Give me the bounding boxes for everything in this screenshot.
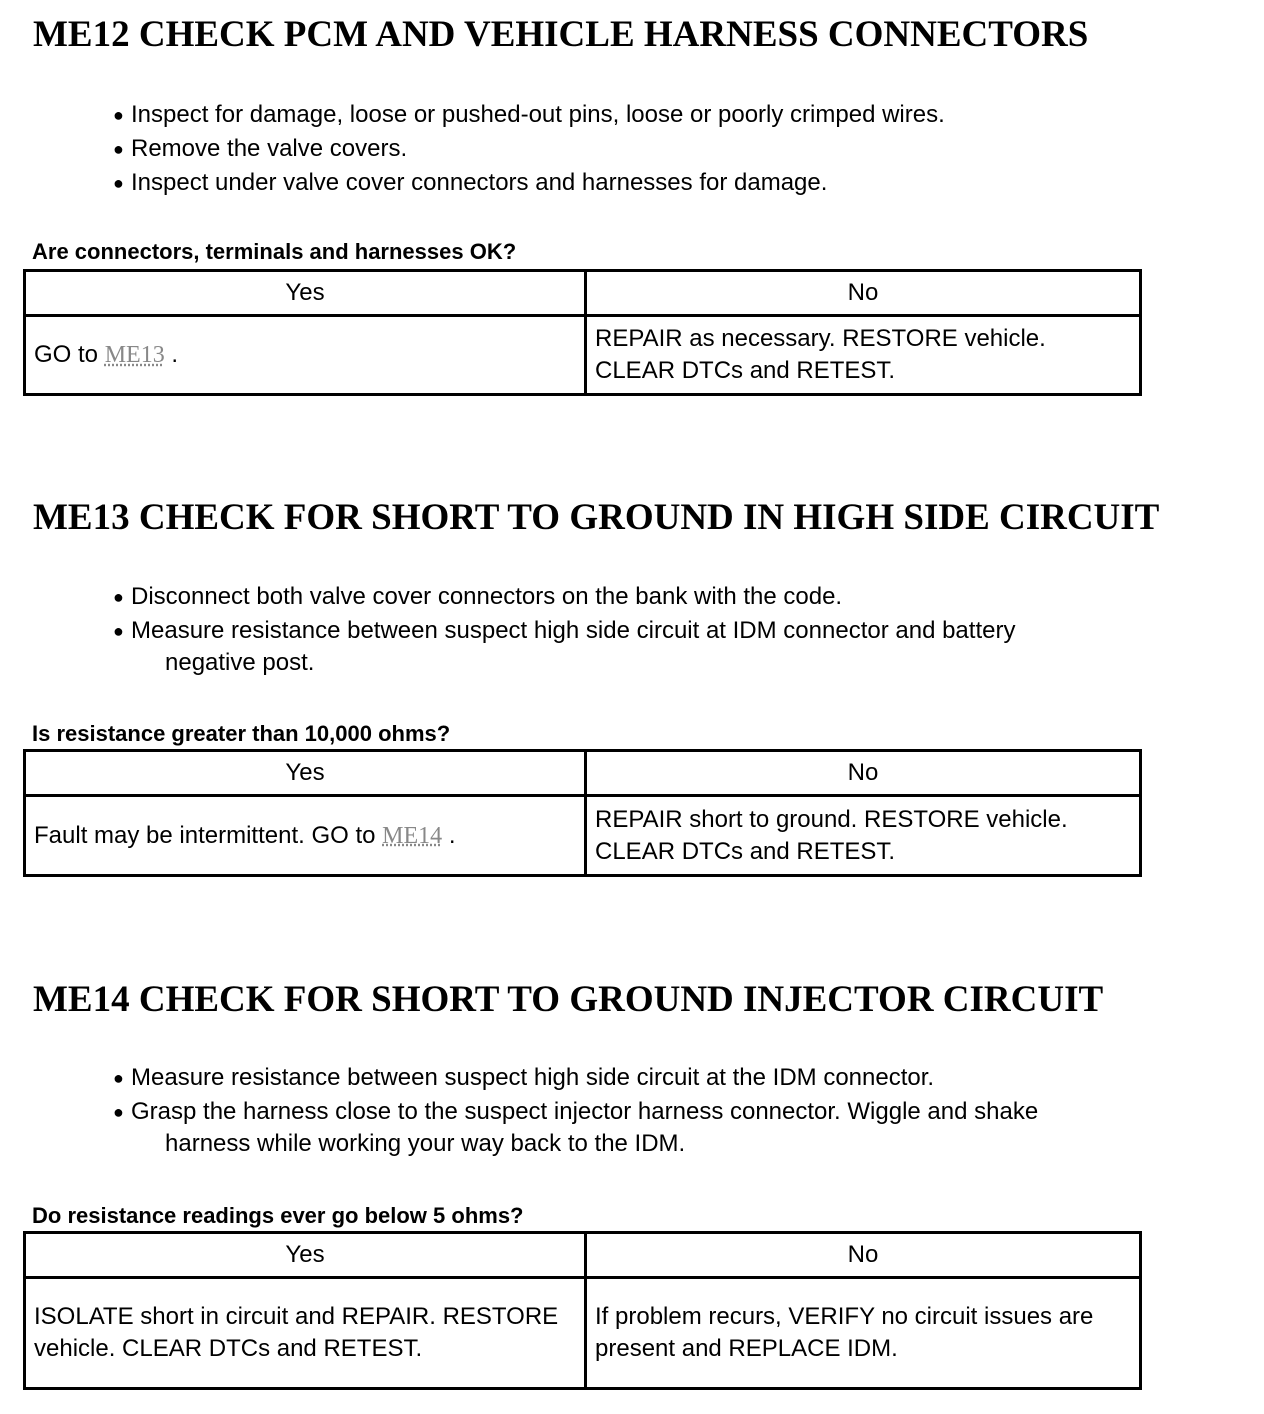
link-me14[interactable]: ME14 [382,822,443,849]
yes-header: Yes [25,271,586,316]
section-title: ME12 CHECK PCM AND VEHICLE HARNESS CONNECTORS [33,14,1089,55]
bullet-icon: ● [113,105,124,125]
list-item: ● Grasp the harness close to the suspect injector harness connector. Wiggle and shake harness while working your way back to the IDM. [113,1095,1213,1159]
section-title: ME14 CHECK FOR SHORT TO GROUND INJECTOR CIRCUIT [33,979,1104,1020]
no-cell: If problem recurs, VERIFY no circuit issues are present and REPLACE IDM. [586,1278,1141,1389]
bullet-icon: ● [113,173,124,193]
list-item: ● Measure resistance between suspect high side circuit at IDM connector and battery negative post. [113,614,1213,678]
bullet-list [113,98,1213,200]
section-title: ME13 CHECK FOR SHORT TO GROUND IN HIGH SIDE CIRCUIT [33,497,1160,538]
bullet-list [113,1061,1213,1159]
answer-table [23,1231,1142,1390]
answer-table [23,749,1142,877]
bullet-icon: ● [113,621,124,641]
bullet-icon: ● [113,1102,124,1122]
yes-cell: Fault may be intermittent. GO to ME14 . [25,796,586,876]
link-me13[interactable]: ME13 [104,342,165,368]
question: Are connectors, terminals and harnesses OK? [32,239,517,264]
question: Is resistance greater than 10,000 ohms? [32,721,451,746]
bullet-icon: ● [113,139,124,159]
list-item: ● Inspect for damage, loose or pushed-out pins, loose or poorly crimped wires. [113,98,1213,132]
no-header: No [586,751,1141,796]
question: Do resistance readings ever go below 5 ohms? [32,1203,524,1228]
bullet-icon: ● [113,587,124,607]
list-item: ● Disconnect both valve cover connectors on the bank with the code. [113,580,1213,614]
yes-header: Yes [25,751,586,796]
yes-header: Yes [25,1233,586,1278]
yes-cell: ISOLATE short in circuit and REPAIR. RESTORE vehicle. CLEAR DTCs and RETEST. [25,1278,586,1389]
no-cell: REPAIR short to ground. RESTORE vehicle. CLEAR DTCs and RETEST. [586,796,1141,876]
yes-cell: GO to ME13 . [25,316,586,395]
no-cell: REPAIR as necessary. RESTORE vehicle. CLEAR DTCs and RETEST. [586,316,1141,395]
no-header: No [586,1233,1141,1278]
list-item: ● Remove the valve covers. [113,132,1213,166]
bullet-list [113,580,1213,678]
list-item: ● Measure resistance between suspect high side circuit at the IDM connector. [113,1061,1213,1095]
bullet-icon: ● [113,1068,124,1088]
list-item: ● Inspect under valve cover connectors and harnesses for damage. [113,166,1213,200]
answer-table [23,269,1142,396]
no-header: No [586,271,1141,316]
